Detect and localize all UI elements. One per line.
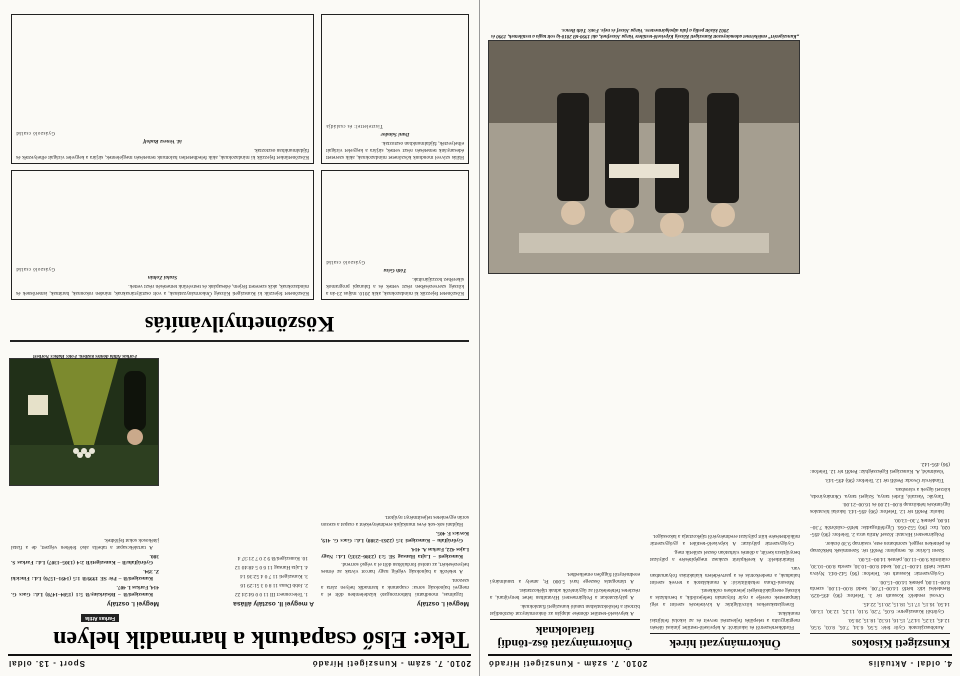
standings-row: 4. Lajta Hansag 11 6 0 5 48:40 12 [234,564,308,571]
kisokos-paragraph: Polgármesteri Hivatal: József Attila utca 2. Telefon: (96) 495-020, fax: (96) 552-056. Ügyfélfogadás: hétfő–csütörtök 7.30–16.00, péntek 7.30–13.00. [810,517,950,538]
koszonet-title: Köszönetnyilvánítás [144,312,335,337]
match-result: Kunszigeti/B – Bősárkány/B 5:1 (1584–1478) Ld.: Gacs G. 414, Farkas I. 407. [11,584,159,598]
megyei-i-title: Megyei I. osztály [416,600,469,607]
onkormanyzati-column [650,280,800,630]
running-header-issue: 2010. 7. szám - Kunszigeti Híradó [488,659,648,668]
kisokos-paragraph: Autóbuszjáratok Győr felé: 5.56, 6.34, 7.05, 8.03, 9.56, 12.45, 13.25, 14.27, 15.16, 16.32, 18.15, 20.50. [810,617,950,630]
kisokos-paragraph: Orvosi rendelő: Kossuth tér 3. Telefon: (96) 495-029. Rendelési idő: hétfő 14.00–17.00, kedd 8.00–11.00, szerda 8.00–11.00, péntek 14.00–15.00. [810,578,950,599]
kisokos-paragraph: Vasútmód, A. Kunszigeti Egészségház: Petőfi tér 12. Telefon: (96) 495-142. [810,460,950,474]
thanks-name: id. Venesz Rudolf [143,137,182,144]
bowling-photo [9,358,159,486]
megyei-ii-column [166,360,314,610]
running-header-right-page [8,654,471,670]
kiemelt-paragraph: A tartalékcsapat a tabella alsó felében végzett, de a fiatal játékosok sokat fejlődtek. [11,536,159,550]
award-photo-image [489,41,799,273]
thanks-name: Dani Sándor [380,130,410,137]
match-result: Győrújfalu – Kunszigeti 3:5 (2263–2388) Ld.: Gacs G. 419, Kovács F. 405. [321,529,469,543]
section-divider [10,340,469,342]
thanks-family: Gyászoló család [16,129,55,135]
standings-row: 3. Kunszigeti 11 7 0 4 52:36 14 [240,573,308,580]
osztondij-column [490,280,640,616]
kisokos-paragraph: Győrből Kunszigetre: 6.05, 7.20, 9.10, 11.25, 12.30, 13.40, 14.50, 16.15, 17.15, 18.15, 20.15, 22.45. [810,601,950,615]
column-rule [490,619,640,620]
thanks-notice [321,14,469,164]
running-header-issue: 2010. 7. szám - Kunszigeti Híradó [311,659,471,668]
onkormanyzati-paragraph: Gyógyszertár pályázat: A képviselő-testület a gyógyszertár működtetésére kiírt pályázat eredményéről tájékoztatja a lakosságot. [650,533,800,547]
column-rule [810,633,950,634]
page-4 [479,0,960,676]
standings-row: 2. Jobb Duna 11 8 0 3 51:29 16 [240,582,308,589]
thanks-text: Köszönetünket fejezzük ki mindazoknak, akik feledhetetlen halottunk temetésén megjelentek, sírjára a kegyelet virágait elhelyezték és fájdalmunkban osztoztak. [16,146,309,160]
megyei-i-paragraph: Hajdani sok-sok éves munkájuk eredményeként a csapat a szezon során egyenletes teljesítményt nyújtott. [321,514,469,527]
kisokos-paragraph: Gyógyszertár: Kossuth tér. Telefon: (96) 542-043. Nyitva tartás: hétfő 14.00–17.00, kedd 8.00–10.30, szerda 8.00–10.30, csütörtök 9.00–11.00, péntek 14.00–15.00. [810,555,950,576]
standings-row: 1. Teleconnect III 11 0 0 64:24 22 [235,591,308,598]
kiemelt-title: Megyei I. osztály [106,600,159,607]
bowling-photo-image [10,359,158,485]
megyei-ii-title: A megyei II. osztály állása [233,600,314,607]
match-result: Győrújfalu/B – Kunszigeti/B 2:4 (1305–1307) Ld.: Farkas S. 380. [11,552,159,566]
thanks-notice [321,170,469,300]
osztondij-paragraph: A pályázatokat a Polgármesteri Hivatalban lehet benyújtani, a részletes feltételekről az ügyintézők adnak tájékoztatást. [490,587,640,601]
running-header-left-page [488,654,952,670]
column-rule [650,633,800,634]
onkormanyzati-paragraph: Energiatakarékos közvilágítás: A kivitelezés szerint a régi lámpatestek cseréje a nyár folyamán befejeződik, a beruházás a község energiaköltségeit jelentősen csökkenti. [650,587,800,608]
kiemelt-column [11,490,159,610]
running-header-section: 4. oldal - Aktuális [867,659,952,668]
thanks-text: Köszönetet fejezzük ki Kunszigeti Község Önkormányzatának, a volt osztálytársaknak, minden rokonnak, barátnak, ismerősnek és mindazoknak, akik szeretett férjem, édesapánk és testvérünk temetésén részt vettek. [16,282,309,296]
standings-row: 10. Kunszigeti/B 9 2 0 7 21:37 4 [237,555,308,562]
thanks-name: Szalai Zoltán [147,273,178,280]
thanks-notice [11,170,314,300]
osztondij-paragraph: A képviselő-testület döntése alapján az önkormányzat ösztöndíjat biztosít a felsőoktatásban tanuló kunszigeti fiataloknak. [490,603,640,616]
onkormanyzati-paragraph: Mosoni-Duna rehabilitáció: A munkálatok a tervek szerint haladnak, a mederkotrás és a partvédelem kialakítása folyamatban van. [650,564,800,585]
thanks-text: Hálás szívvel mondunk köszönetet mindazoknak, akik szeretett édesanyánk temetésén részt vettek, sírjára a kegyelet virágait elhelyezték, fájdalmunkban osztoztak. [326,139,464,160]
bowling-photo-caption: Farkas Attila döntés közben. Fotó: Babics Norbert [33,353,137,358]
thanks-family: Gyászoló család [326,258,365,264]
osztondij-title: Önkormányzati ösz-töndíj fiataloknak [497,624,633,651]
kisokos-paragraph: Iskola: Petőfi tér 12. Telefon: (96) 495-143. Iskolai hivatalos ügyintézés hétköznap 8.00–12.00 és 16.00–21.00. [810,501,950,515]
award-photo [488,40,800,274]
match-result: Kunszigeti/B – Pér SE 1999/B 1:5 (1491–1576) Ld.: Fincicki Z. 394. [11,568,159,582]
kisokos-column [810,70,950,630]
author-tag: Farkas Attila [81,614,119,622]
award-photo-caption: „Kunszigetért” emlékérmet adományozott Kunszigeti Község Képviselő-testülete Varga Józsefnek, aki 1990-től 2010-ig volt tagja a testületnek, 1990 és 2002 között pedig a falu alpolgármestere. Varga József és neje. Fotó: Tóth Bence. [490,26,800,38]
osztondij-paragraph: A támogatás összege havi 5.000 Ft, amely a tanulmányi eredménytől függően emelkedhet. [490,571,640,585]
kisokos-paragraph: Szent Lőrinc rk. templom: Petőfi tér. Szentmisék hétköznap és pénteken reggel, szombaton este, vasárnap 9.30 órakor. [810,540,950,553]
megyei-i-column [321,360,469,610]
thanks-family: Tisztelettel: és családja [326,122,383,128]
running-header-section: Sport - 13. oldal [8,659,86,668]
match-result: Kunszigeti – Lajta Hansag SE 5:3 (2386–2335) Ld.: Nagy Lajos 422, Farkas A. 414. [321,545,469,559]
sport-headline: Teke: Első csapatunk a harmadik helyen [53,626,469,652]
thanks-name: Tóth Géza [383,266,407,273]
onkormanyzati-paragraph: Határátkelő: A kerékpárút szakasz megépítésére a pályázat benyújtásra került, a döntés várhatóan ősszel születik meg. [650,548,800,562]
onkormanyzati-title: Önkormányzati hírek [669,637,781,651]
onkormanyzati-paragraph: Fürdőkertészetről és iskoláról: A képviselő-testület júniusi ülésén megtárgyalta a település fejlesztési terveit és az iskolai felújítási munkákat. [650,610,800,630]
kisokos-paragraph: Tündérvár Óvoda: Petőfi tér 12. Telefon: (96) 495-143. [824,476,944,483]
thanks-notice [11,14,314,164]
page-13 [0,0,479,676]
kisokos-title: Kunszigeti Kisokos [851,637,950,651]
megyei-i-paragraph: Izgalmas, mondhatni hátborzongató küzdelemben dőlt el a megyei bajnokság sorsa: csapatunk a harmadik helyen zárta a szezont. [321,577,469,598]
thanks-text: Köszönetet fejezzük ki mindazoknak, akik 2010. május 23-án a község szervezésében részt vettek és a falunapi programok sikeréhez hozzájárultak. [326,275,464,296]
megyei-i-paragraph: A tekézők a bajnokság végéig nagy harcot vívtak az érmes helyezésekért, az utolsó fordulóban dőlt el a végső sorrend. [321,561,469,575]
thanks-family: Gyászoló család [16,265,55,271]
kisokos-paragraph: Tanyák: Vaszaló, Erdei tanya, Szigeti tanya. Okmányiroda, körzeti ügyek a városban. [810,485,950,499]
